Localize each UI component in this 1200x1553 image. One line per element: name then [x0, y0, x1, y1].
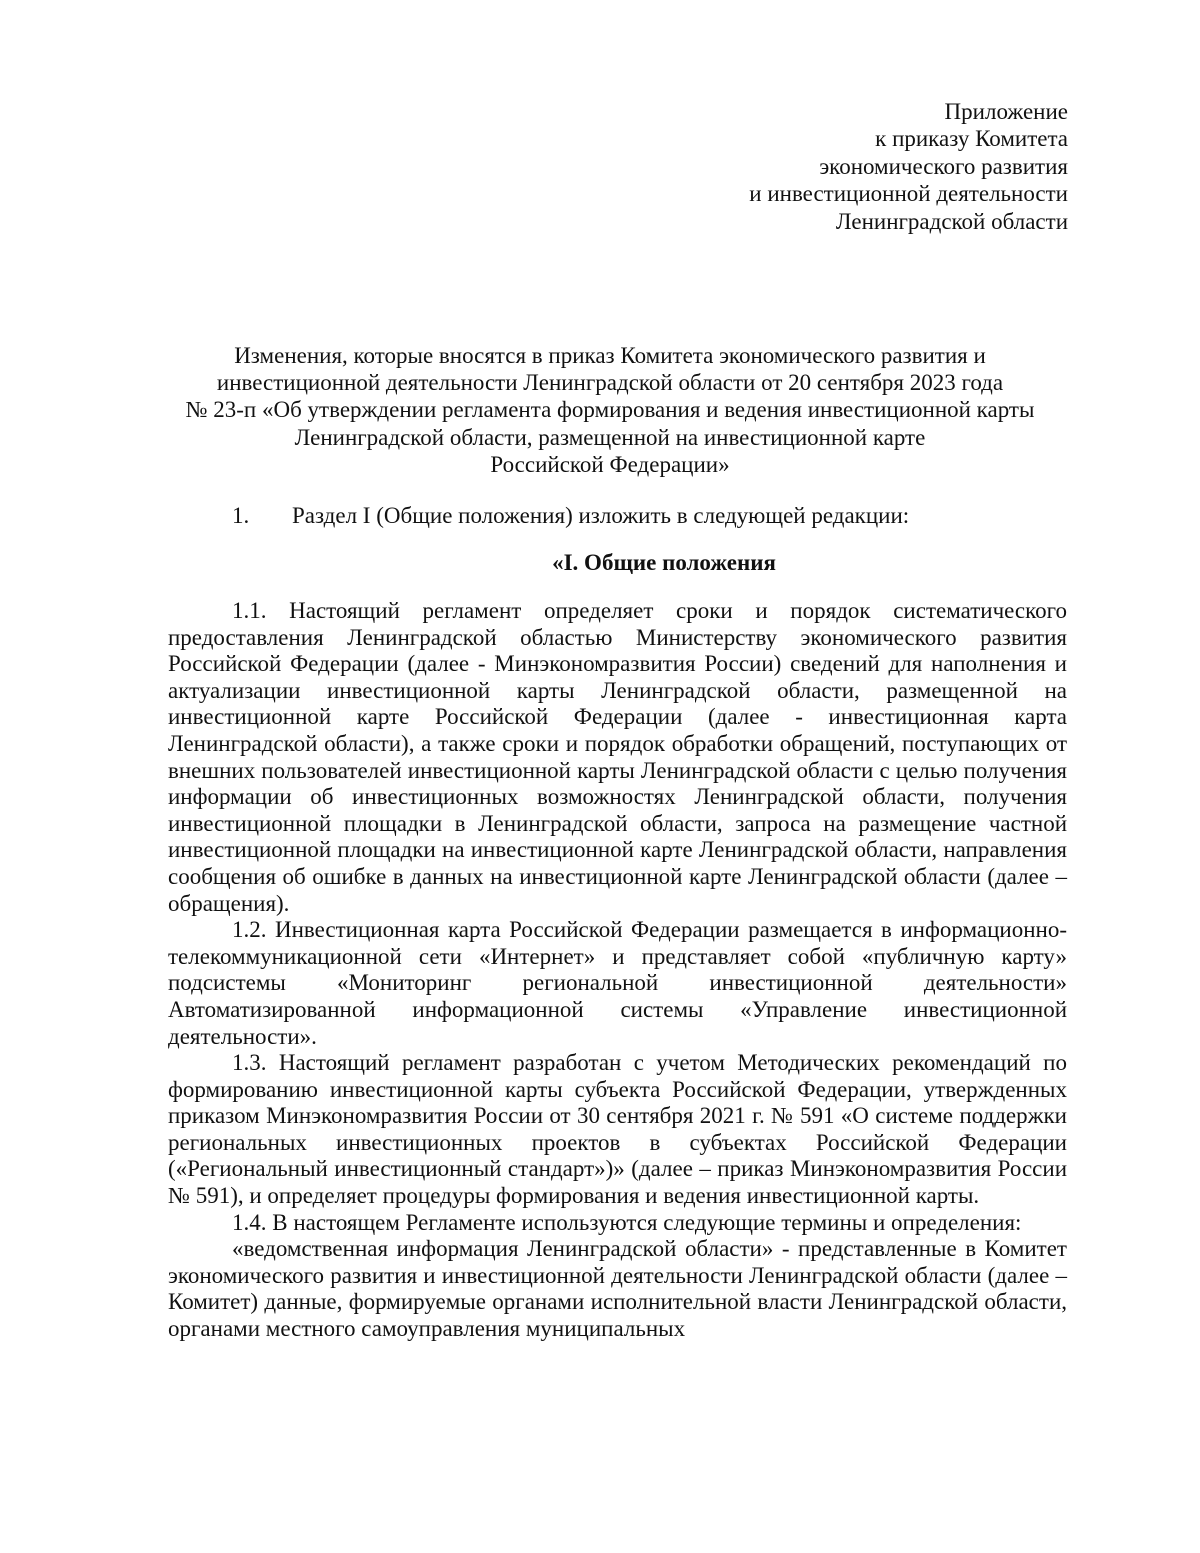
paragraph-text: «ведомственная информация Ленинградской области» - представленные в Комитет экономического развития и инвестиционной деятельности Ленинградской области (далее – Комитет) данные, формируемые органами исполнительной власти Ленинградской области, органами местного самоуправления муниципальных	[168, 1236, 1067, 1342]
paragraph-1-1	[168, 598, 1067, 917]
paragraph-text: Инвестиционная карта Российской Федерации размещается в информационно-телекоммуникационной сети «Интернет» и представляет собой «публичную карту» подсистемы «Мониторинг региональной инвестиционной деятельности» Автоматизированной информационной системы «Управление инвестиционной деятельности».	[168, 917, 1067, 1049]
title-line: Российской Федерации»	[490, 451, 730, 477]
section-heading	[0, 550, 1200, 577]
paragraph-number: 1.1.	[232, 598, 267, 623]
document-body	[168, 598, 1067, 1343]
title-line: инвестиционной деятельности Ленинградской области от 20 сентября 2023 года	[216, 370, 1004, 396]
title-line: Ленинградской области, размещенной на инвестиционной карте	[294, 424, 926, 450]
appendix-line: Ленинградской области	[835, 208, 1068, 234]
appendix-block	[749, 98, 1068, 235]
paragraph-number: 1.2.	[232, 917, 267, 943]
item-1	[232, 503, 909, 530]
paragraph-text: Настоящий регламент разработан с учетом Методических рекомендаций по формированию инвестиционной карты субъекта Российской Федерации, утвержденных приказом Минэкономразвития России от 30 сентября 2021 г. № 591 «О системе поддержки региональных инвестиционных проектов в субъектах Российской Федерации («Региональный инвестиционный стандарт»)» (далее – приказ Минэкономразвития России № 591), и определяет процедуры формирования и ведения инвестиционной карты.	[168, 1050, 1067, 1209]
item-1-text: Раздел I (Общие положения) изложить в следующей редакции:	[292, 503, 910, 528]
appendix-line: и инвестиционной деятельности	[749, 181, 1068, 207]
paragraph-1-4	[168, 1210, 1067, 1237]
paragraph-1-3	[168, 1050, 1067, 1210]
section-heading-text: «I. Общие положения	[552, 550, 776, 575]
paragraph-text: Настоящий регламент определяет сроки и порядок систематического предоставления Ленинградской областью Министерству экономического развития Российской Федерации (далее - Минэкономразвития России) сведений для наполнения и актуализации инвестиционной карты Ленинградской области, размещенной на инвестиционной карте Российской Федерации (далее - инвестиционная карта Ленинградской области), а также сроки и порядок обработки обращений, поступающих от внешних пользователей инвестиционной карты Ленинградской области с целью получения информации об инвестиционных возможностях Ленинградской области, получения инвестиционной площадки в Ленинградской области, запроса на размещение частной инвестиционной площадки на инвестиционной карте Ленинградской области, направления сообщения об ошибке в данных на инвестиционной карте Ленинградской области (далее – обращения).	[168, 598, 1067, 916]
paragraph-number: 1.4.	[232, 1209, 267, 1235]
appendix-line: экономического развития	[819, 153, 1068, 179]
title-line: Изменения, которые вносятся в приказ Комитета экономического развития и	[234, 343, 986, 368]
paragraph-number: 1.3.	[232, 1050, 267, 1076]
item-1-number: 1.	[232, 503, 250, 528]
paragraph-definition	[168, 1236, 1067, 1342]
appendix-line: Приложение	[944, 99, 1068, 124]
title-line: № 23-п «Об утверждении регламента формирования и ведения инвестиционной карты	[185, 397, 1035, 423]
paragraph-1-2	[168, 917, 1067, 1050]
appendix-line: к приказу Комитета	[875, 126, 1068, 152]
paragraph-text: В настоящем Регламенте используются следующие термины и определения:	[272, 1209, 1022, 1235]
document-title	[150, 342, 1070, 478]
